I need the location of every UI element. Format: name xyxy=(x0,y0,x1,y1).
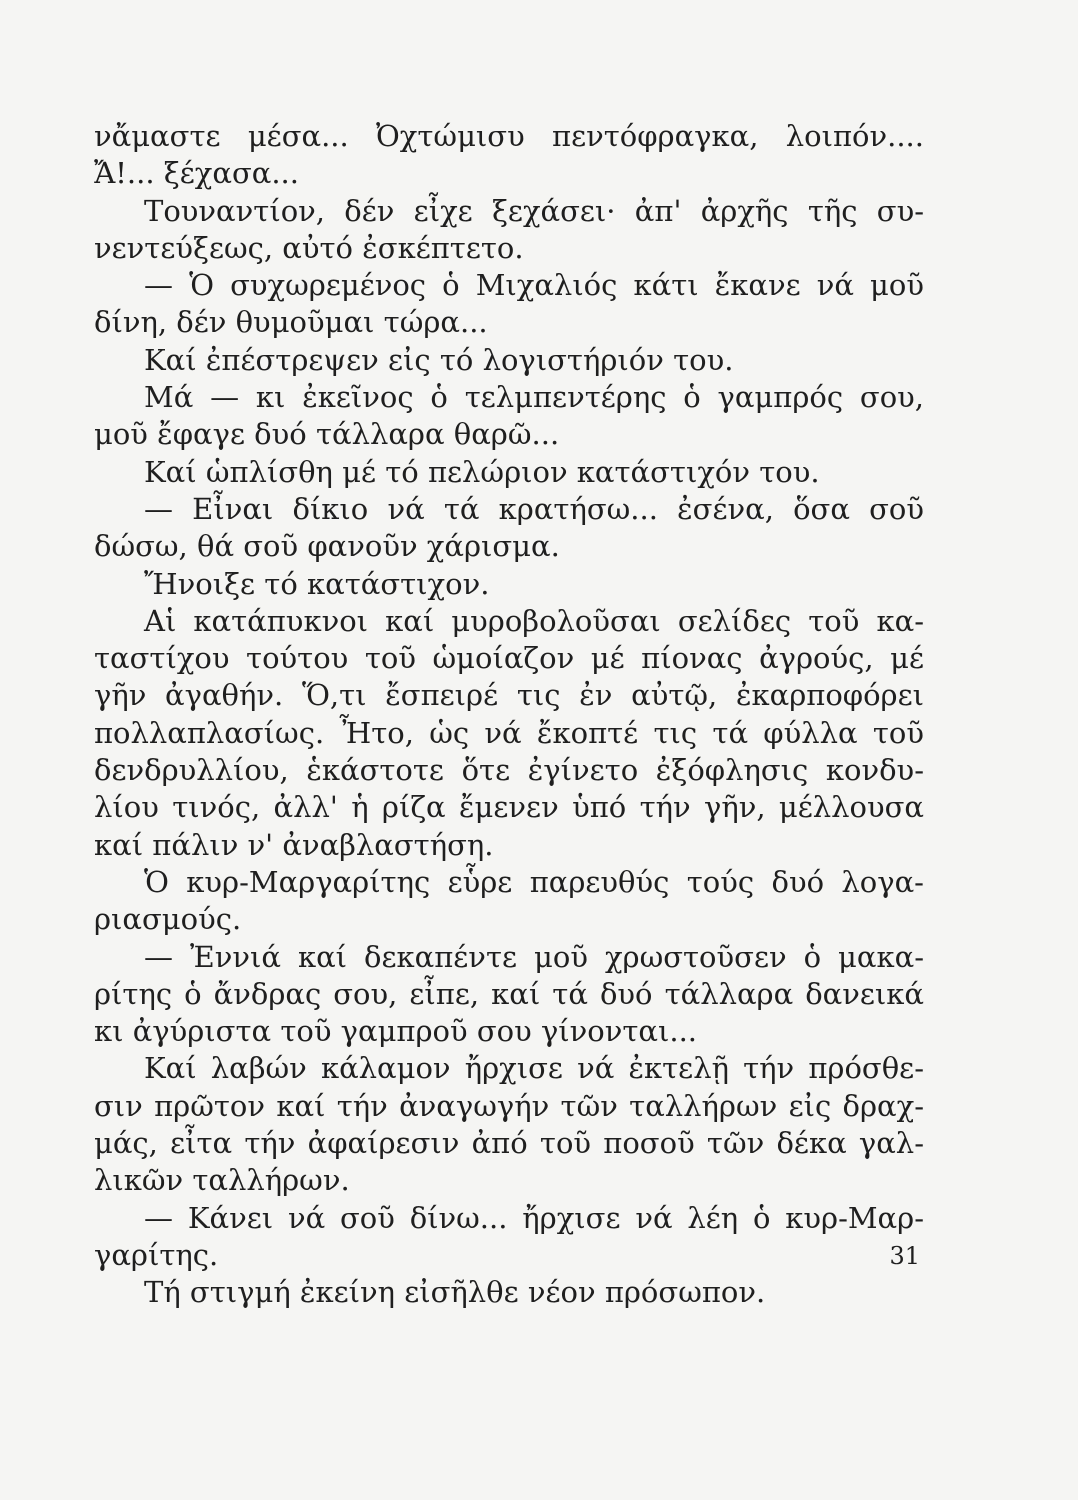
text-line: — Ὁ συχωρεμένος ὁ Μιχαλιός κάτι ἔκανε νά μοῦ xyxy=(144,268,924,303)
text-line: Καί ὡπλίσθη μέ τό πελώριον κατάστιχόν του. xyxy=(144,454,820,489)
text-line: Τουναντίον, δέν εἶχε ξεχάσει· ἀπ' ἀρχῆς τῆς συ- xyxy=(144,193,924,228)
text-line: — Κάνει νά σοῦ δίνω... ἤρχισε νά λέη ὁ κυρ-Μαρ- xyxy=(144,1200,924,1235)
text-line: Ἤνοιξε τό κατάστιχον. xyxy=(144,566,490,601)
text-line: Αἱ κατάπυκνοι καί μυροβολοῦσαι σελίδες τοῦ κα- xyxy=(144,603,924,638)
text-line: Τή στιγμή ἐκείνη εἰσῆλθε νέον πρόσωπον. xyxy=(144,1275,766,1310)
page-number: 31 xyxy=(889,1242,920,1270)
text-line: δίνη, δέν θυμοῦμαι τώρα... xyxy=(94,305,488,340)
text-line: ταστίχου τούτου τοῦ ὡμοίαζον μέ πίονας ἀγρούς, μέ xyxy=(94,641,924,676)
text-line: λίου τινός, ἀλλ' ἡ ρίζα ἔμενεν ὑπό τήν γῆν, μέλλουσα xyxy=(94,790,924,825)
text-line: καί πάλιν ν' ἀναβλαστήση. xyxy=(94,827,494,862)
text-line: Καί ἐπέστρεψεν εἰς τό λογιστήριόν του. xyxy=(144,342,734,377)
text-line: σιν πρῶτον καί τήν ἀναγωγήν τῶν ταλλήρων εἰς δραχ- xyxy=(94,1088,924,1123)
text-line: δώσω, θά σοῦ φανοῦν χάρισμα. xyxy=(94,529,560,564)
text-line: ριασμούς. xyxy=(94,902,242,937)
text-line: νἄμαστε μέσα... Ὀχτώμισυ πεντόφραγκα, λοιπόν.... xyxy=(94,119,924,153)
text-line: Καί λαβών κάλαμον ἤρχισε νά ἐκτελῇ τήν πρόσθε- xyxy=(144,1051,924,1086)
text-line: νεντεύξεως, αὐτό ἐσκέπτετο. xyxy=(94,230,524,265)
text-line: — Ἐννιά καί δεκαπέντε μοῦ χρωστοῦσεν ὁ μακα- xyxy=(144,939,924,974)
text-line: λικῶν ταλλήρων. xyxy=(94,1163,350,1198)
text-line: γῆν ἀγαθήν. Ὅ,τι ἔσπειρέ τις ἐν αὐτῷ, ἐκαρποφόρει xyxy=(94,678,924,713)
text-line: — Εἶναι δίκιο νά τά κρατήσω... ἐσένα, ὅσα σοῦ xyxy=(144,491,924,526)
text-line: μάς, εἶτα τήν ἀφαίρεσιν ἀπό τοῦ ποσοῦ τῶν δέκα γαλ- xyxy=(94,1126,924,1161)
text-line: πολλαπλασίως. Ἦτο, ὡς νά ἔκοπτέ τις τά φύλλα τοῦ xyxy=(94,715,924,750)
text-line: Μά — κι ἐκεῖνος ὁ τελμπεντέρης ὁ γαμπρός σου, xyxy=(144,380,924,415)
text-line: γαρίτης. xyxy=(94,1237,219,1272)
text-line: δενδρυλλίου, ἑκάστοτε ὅτε ἐγίνετο ἐξόφλησις κονδυ- xyxy=(94,753,924,788)
body-text xyxy=(94,118,924,1312)
text-line: κι ἀγύριστα τοῦ γαμπροῦ σου γίνονται... xyxy=(94,1014,698,1049)
text-line: ρίτης ὁ ἄνδρας σου, εἶπε, καί τά δυό τάλλαρα δανεικά xyxy=(94,976,924,1011)
text-line: μοῦ ἔφαγε δυό τάλλαρα θαρῶ... xyxy=(94,417,560,452)
text-line: Ὁ κυρ-Μαργαρίτης εὗρε παρευθύς τούς δυό λογα- xyxy=(144,864,924,899)
text-line: Ἄ!... ξέχασα... xyxy=(94,156,299,191)
